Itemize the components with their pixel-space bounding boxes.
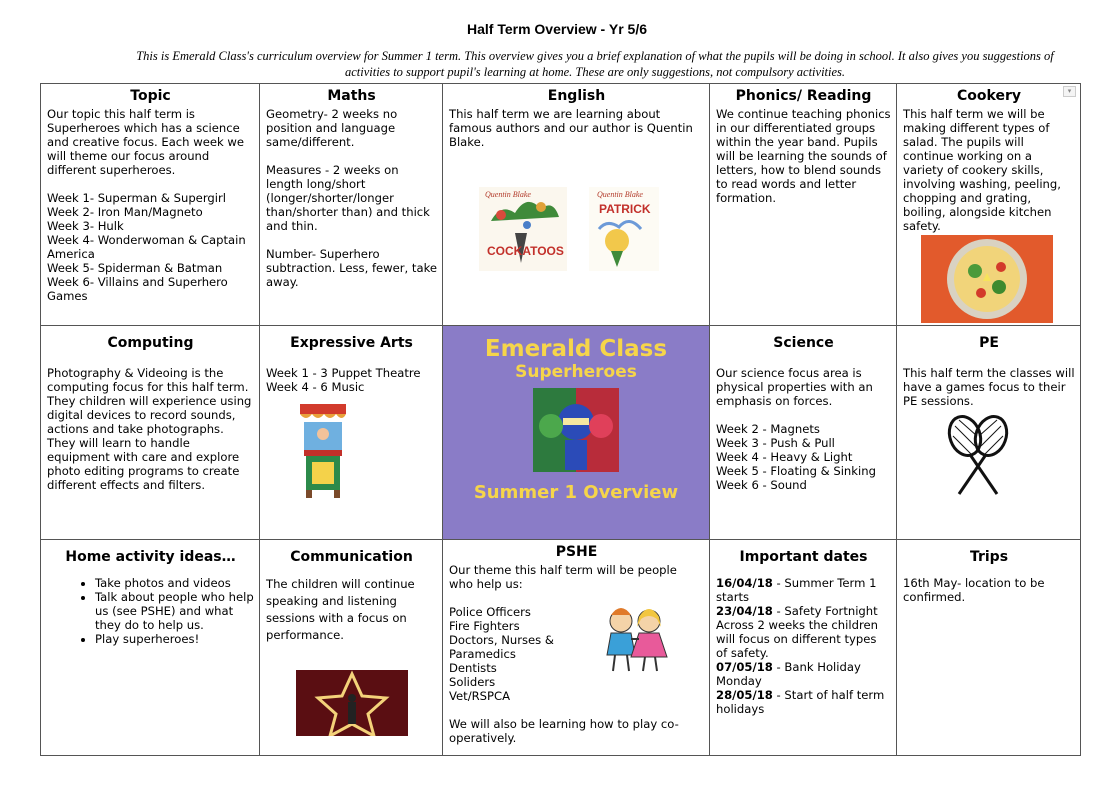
pe-cell <box>897 326 1081 540</box>
science-text: Our science focus area is physical properties with an emphasis on forces. <box>716 366 873 408</box>
topic-week: Week 5- Spiderman & Batman <box>47 261 223 275</box>
pshe-footer: We will also be learning how to play co-operatively. <box>449 717 679 745</box>
trips-heading: Trips <box>969 549 1009 565</box>
overview-grid <box>40 83 1081 756</box>
date-item <box>716 576 891 604</box>
document-title: Half Term Overview - Yr 5/6 <box>466 21 647 37</box>
phonics-text: We continue teaching phonics in our differentiated groups within the year band. Pupils will be learning the sounds of letters, how to blend sounds to read words and letter formation. <box>716 107 891 205</box>
cockatoos-book-cover <box>479 187 567 271</box>
stage-performance-photo <box>296 670 408 736</box>
tennis-rackets-icon <box>945 412 1011 498</box>
superheroes-image <box>533 388 619 472</box>
maths-cell <box>260 84 443 326</box>
pshe-heading: PSHE <box>555 544 598 560</box>
cookery-heading: Cookery <box>957 88 1021 104</box>
topic-week: Week 2- Iron Man/Magneto <box>47 205 203 219</box>
topic-text: Our topic this half term is Superheroes which has a science and creative focus. Each week we will theme our focus around different superheroes. <box>47 107 244 177</box>
date-item <box>716 688 891 716</box>
science-cell <box>710 326 897 540</box>
cell-dropdown-icon[interactable]: ▾ <box>1063 86 1076 97</box>
computing-text: Photography & Videoing is the computing focus for this half term. They children will experience using digital devices to record sounds, actions and take photographs. They will learn to handle equipment with care and explore photo editing programs to create different effects and filters. <box>47 366 252 492</box>
maths-geometry: Geometry- 2 weeks no position and language same/different. <box>266 107 398 149</box>
date-description: - Bank Holiday Monday <box>716 660 861 688</box>
topic-week: Week 1- Superman & Supergirl <box>47 191 226 205</box>
pshe-person: Soliders <box>449 675 496 689</box>
date-value: 07/05/18 <box>716 660 773 674</box>
topic-week: Week 6- Villains and Superhero Games <box>47 275 228 303</box>
maths-measures: Measures - 2 weeks on length long/short (longer/shorter/longer than/shorter than) and thick and thin. <box>266 163 430 233</box>
date-description: - Summer Term 1 starts <box>716 576 877 604</box>
dates-heading: Important dates <box>739 549 868 565</box>
date-description: - Safety Fortnight Across 2 weeks the children will focus on different types of safety. <box>716 604 878 660</box>
arts-line: Week 1 - 3 Puppet Theatre <box>266 366 421 380</box>
communication-cell <box>260 540 443 756</box>
cookery-text: This half term we will be making different types of salad. The pupils will continue working on a variety of cookery skills, involving washing, peeling, chopping and grating, boiling, alongside kitchen safety. <box>903 107 1061 233</box>
arts-cell <box>260 326 443 540</box>
science-week: Week 2 - Magnets <box>716 422 820 436</box>
topic-heading: Topic <box>130 88 171 104</box>
computing-cell <box>41 326 260 540</box>
topic-week: Week 4- Wonderwoman & Captain America <box>47 233 246 261</box>
arts-line: Week 4 - 6 Music <box>266 380 365 394</box>
date-description: - Start of half term holidays <box>716 688 885 716</box>
trips-cell <box>897 540 1081 756</box>
book2-author: Quentin Blake <box>597 190 643 199</box>
communication-heading: Communication <box>290 549 413 565</box>
class-theme: Superheroes <box>515 362 637 382</box>
english-cell <box>443 84 710 326</box>
topic-cell <box>41 84 260 326</box>
pe-heading: PE <box>979 335 999 351</box>
topic-week: Week 3- Hulk <box>47 219 124 233</box>
children-illustration <box>599 599 671 675</box>
date-item <box>716 604 891 660</box>
pe-text: This half term the classes will have a games focus to their PE sessions. <box>903 366 1075 408</box>
pshe-cell <box>443 540 710 756</box>
book1-title: COCKATOOS <box>487 244 564 258</box>
date-value: 16/04/18 <box>716 576 773 590</box>
home-activity-item: • Talk about people who help us (see PSHE) and what they do to help us. <box>95 590 254 632</box>
home-activity-cell <box>41 540 260 756</box>
science-heading: Science <box>773 335 834 351</box>
pshe-person: Dentists <box>449 661 497 675</box>
class-name: Emerald Class <box>484 336 668 362</box>
emerald-class-panel <box>443 326 710 540</box>
english-heading: English <box>547 88 606 104</box>
book2-title: PATRICK <box>599 202 651 216</box>
intro-text: This is Emerald Class's curriculum overview for Summer 1 term. This overview gives you a brief explanation of what the pupils will be doing in school. It also gives you suggestions of activities to support pupil's learning at home. These are only suggestions, not compulsory activities. <box>136 49 1054 79</box>
trips-text: 16th May- location to be confirmed. <box>903 576 1045 604</box>
date-value: 23/04/18 <box>716 604 773 618</box>
home-activity-list <box>47 576 254 646</box>
communication-text: The children will continue speaking and listening sessions with a focus on performance. <box>266 577 415 642</box>
term-overview-title: Summer 1 Overview <box>473 482 679 503</box>
maths-heading: Maths <box>327 88 376 104</box>
pshe-person: Vet/RSPCA <box>449 689 511 703</box>
book-covers-illustration <box>471 181 701 277</box>
book1-author: Quentin Blake <box>485 190 531 199</box>
computing-heading: Computing <box>107 335 194 351</box>
home-activity-item: • Take photos and videos <box>95 576 254 590</box>
pshe-person: Doctors, Nurses & Paramedics <box>449 633 554 661</box>
salad-photo <box>921 235 1053 323</box>
maths-number: Number- Superhero subtraction. Less, fewer, take away. <box>266 247 438 289</box>
pshe-person: Fire Fighters <box>449 619 520 633</box>
patrick-book-cover <box>589 187 659 271</box>
english-text: This half term we are learning about famous authors and our author is Quentin Blake. <box>449 107 693 149</box>
arts-heading: Expressive Arts <box>290 335 413 351</box>
important-dates-cell <box>710 540 897 756</box>
phonics-heading: Phonics/ Reading <box>735 88 872 104</box>
science-week: Week 3 - Push & Pull <box>716 436 835 450</box>
home-activity-item: • Play superheroes! <box>95 632 254 646</box>
puppet-theatre-illustration <box>298 400 348 498</box>
pshe-text: Our theme this half term will be people who help us: <box>449 563 677 591</box>
science-week: Week 5 - Floating & Sinking <box>716 464 876 478</box>
topic-week-list <box>47 191 254 303</box>
cookery-cell <box>897 84 1081 326</box>
home-heading: Home activity ideas… <box>65 549 236 565</box>
science-week: Week 4 - Heavy & Light <box>716 450 853 464</box>
date-value: 28/05/18 <box>716 688 773 702</box>
date-item <box>716 660 891 688</box>
phonics-cell <box>710 84 897 326</box>
science-week: Week 6 - Sound <box>716 478 807 492</box>
pshe-person: Police Officers <box>449 605 531 619</box>
